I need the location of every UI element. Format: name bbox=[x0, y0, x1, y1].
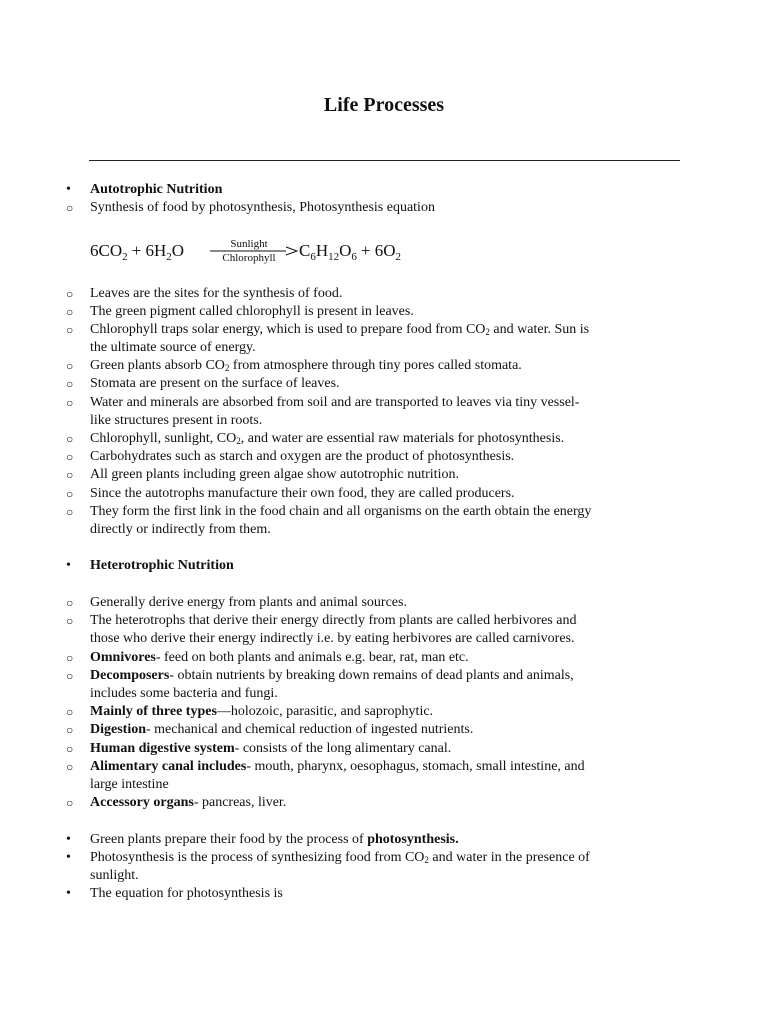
circle-marker: ○ bbox=[66, 396, 74, 410]
page-title: Life Processes bbox=[323, 94, 445, 116]
list-item: All green plants including green algae show autotrophic nutrition. bbox=[90, 467, 459, 482]
circle-marker: ○ bbox=[66, 796, 74, 810]
list-item: The heterotrophs that derive their energy directly from plants are called herbivores and bbox=[90, 613, 577, 628]
list-item: The green pigment called chlorophyll is present in leaves. bbox=[90, 304, 414, 319]
list-item: Generally derive energy from plants and animal sources. bbox=[90, 595, 407, 610]
list-item: Green plants absorb $CO_2$ from atmosphere through tiny pores called stomata. bbox=[90, 358, 522, 373]
circle-marker: ○ bbox=[66, 487, 74, 501]
circle-marker: ○ bbox=[66, 432, 74, 446]
list-item: Stomata are present on the surface of leaves. bbox=[90, 376, 340, 391]
svg-text:6CO2+ 6H2O: $6CO_2 + 6H_2O$ bbox=[90, 241, 185, 263]
list-item: Chlorophyll, sunlight, $CO_2$, and water are essential raw materials for photosynthesis. bbox=[90, 431, 565, 446]
circle-marker: ○ bbox=[66, 468, 74, 482]
list-item: Mainly of three types—holozoic, parasitic, and saprophytic. bbox=[90, 704, 434, 719]
circle-marker: ○ bbox=[66, 760, 74, 774]
svg-text:C6H12O6+ 6O2: $C_6H_{12}O_6 + 6O_2$ bbox=[299, 241, 402, 263]
svg-text:Sunlight: Sunlight bbox=[230, 238, 268, 250]
list-item: Photosynthesis is the process of synthesizing food from $CO_2$ and water in the presence of bbox=[90, 850, 590, 865]
list-item: Leaves are the sites for the synthesis of food. bbox=[90, 286, 343, 301]
list-item: Accessory organs- pancreas, liver. bbox=[90, 795, 287, 810]
circle-marker: ○ bbox=[66, 323, 74, 337]
list-item-continuation: directly or indirectly from them. bbox=[90, 522, 271, 537]
list-item: Digestion- mechanical and chemical reduction of ingested nutrients. bbox=[90, 722, 474, 737]
circle-marker: ○ bbox=[66, 669, 74, 683]
list-item-continuation: those who derive their energy indirectly i.e. by eating herbivores are called carnivores. bbox=[90, 631, 575, 646]
circle-marker: ○ bbox=[66, 377, 74, 391]
list-item: The equation for photosynthesis is bbox=[90, 886, 283, 901]
horizontal-rule bbox=[89, 160, 680, 161]
circle-marker: ○ bbox=[66, 505, 74, 519]
list-item: Since the autotrophs manufacture their own food, they are called producers. bbox=[90, 486, 515, 501]
list-item-continuation: sunlight. bbox=[90, 868, 139, 883]
section-heading-heterotrophic: Heterotrophic Nutrition bbox=[90, 558, 234, 573]
list-item: Carbohydrates such as starch and oxygen are the product of photosynthesis. bbox=[90, 449, 515, 464]
circle-marker: ○ bbox=[66, 723, 74, 737]
circle-marker: ○ bbox=[66, 614, 74, 628]
list-item: Green plants prepare their food by the process of photosynthesis. bbox=[90, 832, 459, 847]
circle-marker: ○ bbox=[66, 359, 74, 373]
list-item: Omnivores- feed on both plants and animals e.g. bear, rat, man etc. bbox=[90, 650, 469, 665]
bullet-marker: • bbox=[66, 886, 71, 901]
section-heading-autotrophic: Autotrophic Nutrition bbox=[90, 182, 223, 197]
circle-marker: ○ bbox=[66, 450, 74, 464]
circle-marker: ○ bbox=[66, 305, 74, 319]
bullet-marker: • bbox=[66, 850, 71, 865]
svg-text:Chlorophyll: Chlorophyll bbox=[222, 252, 276, 264]
bullet-marker: • bbox=[66, 832, 71, 847]
circle-marker: ○ bbox=[66, 651, 74, 665]
list-item: Chlorophyll traps solar energy, which is used to prepare food from $CO_2$ and water. Sun is bbox=[90, 322, 590, 337]
circle-marker: ○ bbox=[66, 742, 74, 756]
list-item-continuation: large intestine bbox=[90, 777, 169, 792]
list-item: Water and minerals are absorbed from soil and are transported to leaves via tiny vessel- bbox=[90, 395, 580, 410]
list-item: Alimentary canal includes- mouth, pharynx, oesophagus, stomach, small intestine, and bbox=[90, 759, 585, 774]
list-item-continuation: the ultimate source of energy. bbox=[90, 340, 256, 355]
circle-marker: ○ bbox=[66, 705, 74, 719]
bullet-marker: • bbox=[66, 558, 71, 573]
list-item: They form the first link in the food chain and all organisms on the earth obtain the energy bbox=[90, 504, 592, 519]
list-item-continuation: includes some bacteria and fungi. bbox=[90, 686, 278, 701]
list-item-continuation: like structures present in roots. bbox=[90, 413, 263, 428]
list-item: Synthesis of food by photosynthesis, Photosynthesis equation bbox=[90, 200, 435, 215]
circle-marker: ○ bbox=[66, 287, 74, 301]
list-item: Human digestive system- consists of the long alimentary canal. bbox=[90, 741, 452, 756]
photosynthesis-equation bbox=[90, 232, 410, 266]
circle-marker: ○ bbox=[66, 596, 74, 610]
list-item: Decomposers- obtain nutrients by breaking down remains of dead plants and animals, bbox=[90, 668, 574, 683]
circle-marker: ○ bbox=[66, 201, 74, 215]
bullet-marker: • bbox=[66, 182, 71, 197]
